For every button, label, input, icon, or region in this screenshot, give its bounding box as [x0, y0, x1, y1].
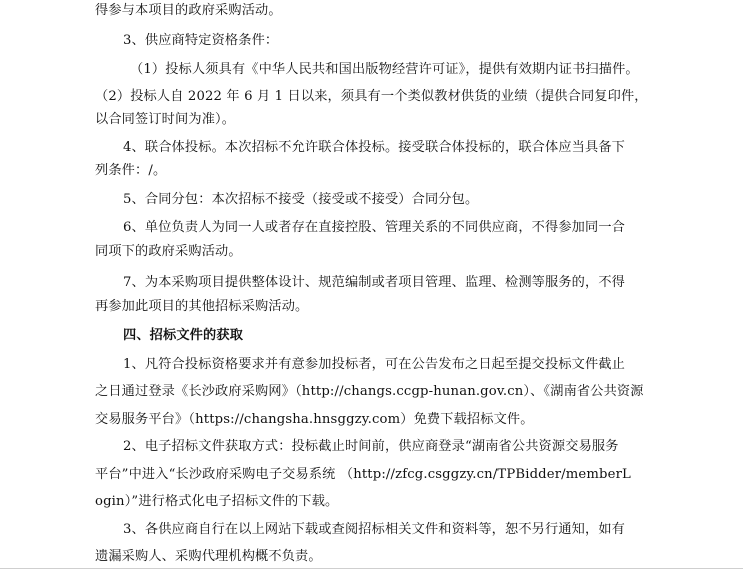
- paragraph-line: ogin）”进行格式化电子招标文件的下载。: [95, 494, 339, 509]
- paragraph-line: 得参与本项目的政府采购活动。: [95, 3, 282, 18]
- paragraph-line: 5、合同分包：本次招标不接受（接受或不接受）合同分包。: [123, 192, 479, 207]
- paragraph-line: （1）投标人须具有《中华人民共和国出版物经营许可证》，提供有效期内证书扫描件。: [130, 62, 639, 77]
- paragraph-line: 1、凡符合投标资格要求并有意参加投标者，可在公告发布之日起至提交投标文件截止: [123, 357, 626, 372]
- paragraph-line: 同项下的政府采购活动。: [95, 244, 242, 259]
- paragraph-line: （2）投标人自 2022 年 6 月 1 日以来，须具有一个类似教材供货的业绩（提供合同复印件，: [95, 89, 648, 104]
- paragraph-line: 列条件：/。: [95, 163, 167, 178]
- paragraph-line: 平台”中进入“长沙政府采购电子交易系统 （http://zfcg.csggzy.cn/TPBidder/memberL: [95, 467, 631, 482]
- paragraph-line: 6、单位负责人为同一人或者存在直接控股、管理关系的不同供应商，不得参加同一合: [123, 220, 626, 235]
- page-bottom-divider: [0, 568, 743, 569]
- paragraph-line: 3、各供应商自行在以上网站下载或查阅招标相关文件和资料等，恕不另行通知，如有: [123, 522, 626, 537]
- paragraph-line: 2、电子招标文件获取方式：投标截止时间前，供应商登录“湖南省公共资源交易服务: [123, 439, 619, 454]
- paragraph-line: 交易服务平台》（https://changsha.hnsggzy.com）免费下载招标文件。: [95, 412, 534, 427]
- paragraph-line: 4、联合体投标。本次招标不允许联合体投标。接受联合体投标的，联合体应当具备下: [123, 140, 626, 155]
- section-heading: 四、招标文件的获取: [123, 328, 244, 343]
- paragraph-line: 遗漏采购人、采购代理机构概不负责。: [95, 549, 322, 564]
- paragraph-line: 3、供应商特定资格条件：: [123, 33, 279, 48]
- paragraph-line: 以合同签订时间为准）。: [95, 112, 236, 127]
- paragraph-line: 再参加此项目的其他招标采购活动。: [95, 299, 309, 314]
- paragraph-line: 7、为本采购项目提供整体设计、规范编制或者项目管理、监理、检测等服务的，不得: [123, 275, 626, 290]
- paragraph-line: 之日通过登录《长沙政府采购网》（http://changs.ccgp-hunan.gov.cn）、《湖南省公共资源: [95, 384, 644, 399]
